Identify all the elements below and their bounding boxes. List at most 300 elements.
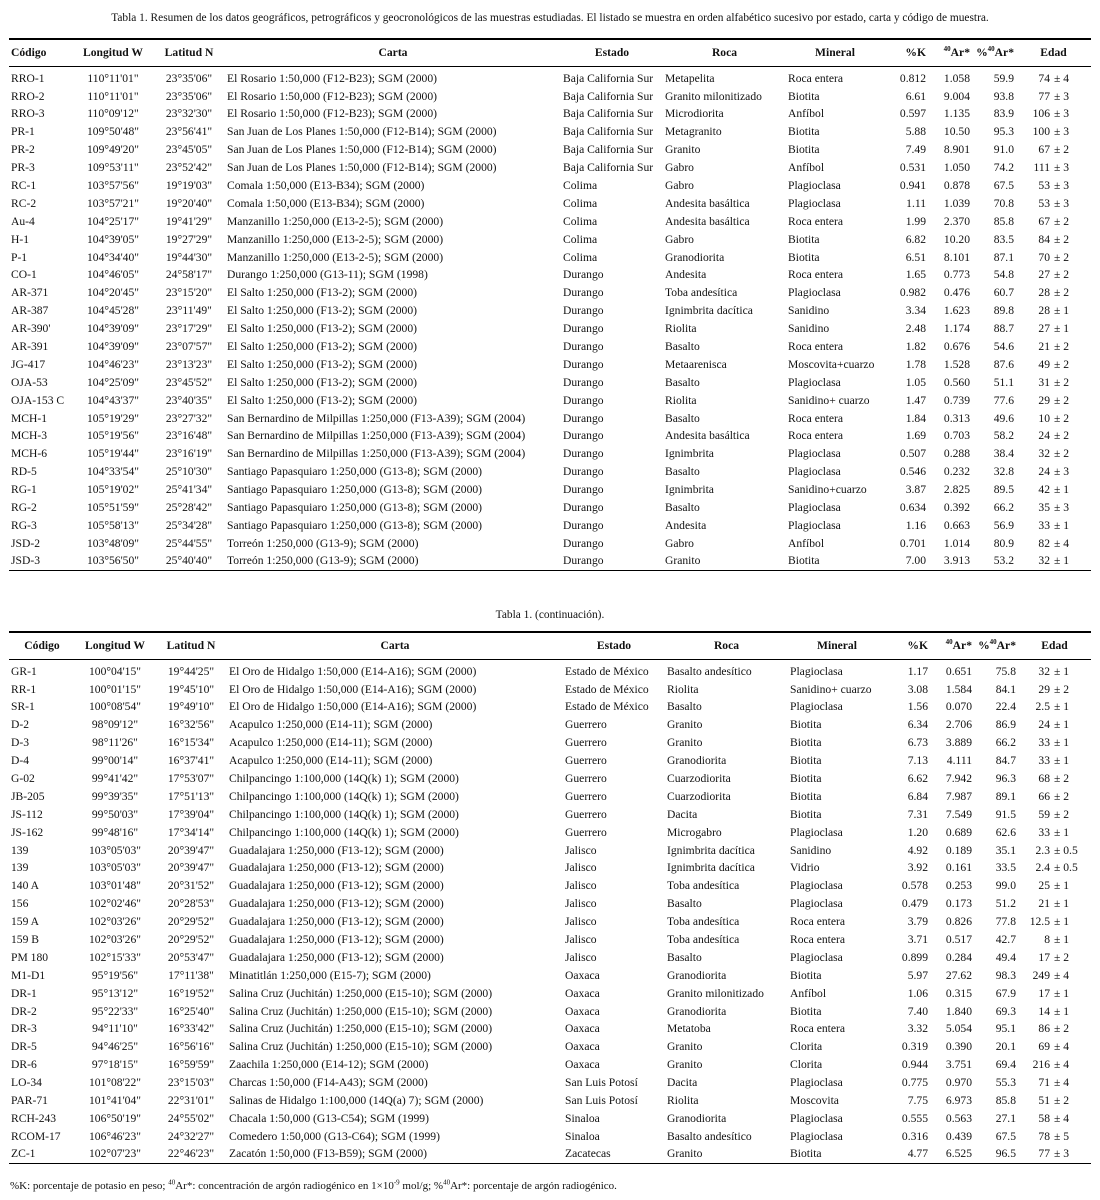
- cell-edad-value: 77: [1018, 1146, 1052, 1164]
- cell-longitud: 104°33'54": [86, 465, 140, 479]
- cell-mineral: Plagioclasa: [790, 950, 843, 964]
- cell-edad-value: 32: [1038, 447, 1050, 461]
- cell-ar: 2.825: [943, 483, 970, 497]
- cell-latitud: 16°33'42": [167, 1022, 215, 1036]
- table-row: [9, 788, 1091, 806]
- cell-estado: Durango: [563, 322, 604, 336]
- cell-codigo: 140 A: [11, 879, 40, 893]
- cell-edad-value: 82: [1038, 536, 1050, 550]
- cell-carta: Guadalajara 1:250,000 (F13-12); SGM (2000): [229, 861, 444, 875]
- cell-edad-error: ± 4: [1054, 1040, 1070, 1054]
- cell-latitud: 19°49'10": [167, 700, 215, 714]
- cell-par: 85.8: [995, 1094, 1016, 1108]
- cell-longitud: 103°56'50": [73, 553, 153, 571]
- header-codigo: Código: [9, 39, 73, 66]
- cell-ar: 7.987: [945, 789, 972, 803]
- cell-edad-value: 10: [1038, 411, 1050, 425]
- cell-roca: Ignimbrita: [665, 447, 714, 461]
- cell-edad-error: ± 4: [1054, 1058, 1070, 1072]
- cell-edad-error: ± 3: [1054, 501, 1070, 515]
- cell-edad-value: 249: [1032, 968, 1050, 982]
- cell-codigo: PAR-71: [11, 1094, 48, 1108]
- table-row: [9, 427, 1091, 445]
- cell-carta: Charcas 1:50,000 (F14-A43); SGM (2000): [229, 1076, 428, 1090]
- cell-longitud: 104°25'17": [86, 214, 140, 228]
- cell-longitud: 100°01'15": [88, 682, 142, 696]
- cell-carta: Chilpancingo 1:100,000 (14Q(k) 1); SGM (2000): [229, 825, 459, 839]
- cell-codigo: D-4: [11, 754, 30, 768]
- cell-par: 88.7: [993, 322, 1014, 336]
- header-longitud: Longitud W: [73, 39, 153, 66]
- cell-estado: Oaxaca: [565, 986, 600, 1000]
- cell-edad-error: ± 3: [1054, 125, 1070, 139]
- cell-carta: El Salto 1:250,000 (F13-2); SGM (2000): [227, 393, 418, 407]
- cell-ar: 0.970: [945, 1076, 972, 1090]
- table-row: [9, 1038, 1091, 1056]
- cell-edad-error: ± 1: [1054, 718, 1070, 732]
- cell-edad-value: 106: [1032, 107, 1050, 121]
- cell-edad-value: 58: [1038, 1111, 1050, 1125]
- cell-carta: El Salto 1:250,000 (F13-2); SGM (2000): [227, 357, 418, 371]
- cell-carta: El Oro de Hidalgo 1:50,000 (E14-A16); SGM (2000): [229, 682, 477, 696]
- table-row: [9, 806, 1091, 824]
- table-row: [9, 1128, 1091, 1146]
- cell-par: 93.8: [993, 89, 1014, 103]
- cell-mineral: Biotita: [788, 125, 820, 139]
- cell-longitud: 104°46'05": [86, 268, 140, 282]
- cell-codigo: RRO-3: [11, 107, 45, 121]
- cell-latitud: 23°16'48": [165, 429, 213, 443]
- cell-k: 0.316: [901, 1129, 928, 1143]
- cell-ar: 3.913: [928, 553, 972, 571]
- cell-par: 91.0: [993, 143, 1014, 157]
- cell-edad-value: 84: [1038, 232, 1050, 246]
- cell-ar: 0.563: [945, 1111, 972, 1125]
- cell-latitud: 20°29'52": [167, 933, 215, 946]
- cell-codigo: 139: [11, 861, 29, 875]
- cell-par: 95.1: [995, 1022, 1016, 1036]
- cell-k: 0.546: [899, 465, 926, 479]
- cell-estado: Jalisco: [565, 879, 597, 893]
- cell-latitud: 23°07'57": [165, 340, 213, 353]
- cell-longitud: 102°07'23": [75, 1146, 155, 1164]
- cell-ar: 0.173: [945, 897, 972, 911]
- cell-k: 1.69: [905, 429, 926, 443]
- cell-mineral: Sanidino+ cuarzo: [788, 393, 870, 407]
- cell-roca: Granito: [665, 1146, 788, 1164]
- cell-roca: Toba andesítica: [667, 915, 740, 929]
- cell-k: 0.597: [899, 107, 926, 121]
- table-row: [9, 302, 1091, 320]
- table2-body: [9, 659, 1091, 1163]
- cell-ar: 0.439: [945, 1129, 972, 1143]
- table-row: [9, 680, 1091, 698]
- header-roca: Roca: [665, 632, 788, 659]
- cell-latitud: 20°39'47": [167, 843, 215, 857]
- table-row: [9, 105, 1091, 123]
- header-par: %$^{40}$Ar*: [974, 632, 1018, 659]
- cell-edad-error: ± 2: [1054, 375, 1070, 389]
- cell-carta: El Salto 1:250,000 (F13-2); SGM (2000): [227, 322, 418, 336]
- cell-longitud: 102°02'46": [88, 897, 142, 911]
- cell-edad-value: 86: [1038, 1022, 1050, 1036]
- cell-par: 89.5: [993, 483, 1014, 497]
- cell-latitud: 23°17'29": [165, 322, 213, 336]
- cell-edad-value: 32: [1038, 664, 1050, 678]
- table-row: [9, 87, 1091, 105]
- cell-edad-value: 2.4: [1035, 861, 1050, 875]
- cell-codigo: JSD-2: [11, 536, 40, 550]
- cell-longitud: 98°09'12": [91, 718, 139, 732]
- cell-estado: Colima: [563, 196, 598, 210]
- cell-par: 60.7: [993, 286, 1014, 300]
- cell-longitud: 103°48'09": [86, 536, 140, 550]
- cell-edad-value: 32: [1016, 553, 1052, 571]
- cell-longitud: 98°11'26": [92, 736, 138, 750]
- cell-mineral: Clorita: [790, 1058, 823, 1072]
- cell-k: 6.61: [905, 89, 926, 103]
- cell-k: 1.78: [905, 357, 926, 371]
- table-row: [9, 248, 1091, 266]
- cell-edad-value: 111: [1033, 161, 1050, 175]
- cell-codigo: DR-1: [11, 986, 37, 1000]
- table-row: [9, 553, 1091, 571]
- cell-longitud: 94°11'10": [92, 1022, 138, 1036]
- cell-longitud: 104°43'37": [86, 393, 140, 407]
- table1-body: [9, 66, 1091, 570]
- header-carta: Carta: [227, 632, 563, 659]
- cell-carta: Comala 1:50,000 (E13-B34); SGM (2000): [227, 178, 425, 192]
- cell-ar: 0.560: [943, 375, 970, 389]
- cell-mineral: Anfíbol: [790, 986, 827, 1000]
- cell-longitud: 110°11'01": [87, 71, 139, 85]
- cell-k: 3.79: [907, 915, 928, 929]
- table-row: [9, 734, 1091, 752]
- table-row: [9, 716, 1091, 734]
- cell-mineral: Anfíbol: [788, 107, 825, 121]
- cell-mineral: Roca entera: [790, 933, 846, 946]
- table-row: [9, 1146, 1091, 1164]
- cell-edad-error: ± 2: [1054, 950, 1070, 964]
- cell-edad-error: ± 2: [1054, 771, 1070, 785]
- cell-par: 70.8: [993, 196, 1014, 210]
- cell-mineral: Roca entera: [788, 214, 844, 228]
- cell-roca: Riolita: [665, 322, 697, 336]
- footnote: %K: porcentaje de potasio en peso; $^{40}$Ar*: concentración de argón radiogénico en $1\times 10^{-9}$ mol/g; %$^{40}$Ar*: porcentaje de argón radiogénico.: [10, 1178, 617, 1192]
- cell-codigo: RCH-243: [11, 1111, 57, 1125]
- cell-edad-error: ± 2: [1054, 411, 1070, 425]
- header-latitud: Latitud N: [155, 632, 227, 659]
- cell-estado: Estado de México: [565, 682, 649, 696]
- cell-roca: Granito: [667, 718, 703, 732]
- cell-codigo: PR-2: [11, 143, 35, 157]
- cell-edad-error: ± 2: [1054, 429, 1070, 443]
- cell-codigo: DR-2: [11, 1004, 37, 1018]
- cell-mineral: Biotita: [790, 1004, 822, 1018]
- cell-k: 6.34: [907, 718, 928, 732]
- cell-longitud: 97°18'15": [91, 1058, 139, 1072]
- cell-mineral: Biotita: [788, 89, 820, 103]
- cell-k: 3.71: [907, 933, 928, 946]
- cell-latitud: 23°40'35": [165, 393, 213, 407]
- cell-k: 1.56: [907, 700, 928, 714]
- cell-ar: 0.739: [943, 393, 970, 407]
- cell-par: 80.9: [993, 536, 1014, 550]
- cell-roca: Andesita: [665, 518, 707, 532]
- cell-estado: Guerrero: [565, 754, 607, 768]
- cell-k: 6.62: [907, 771, 928, 785]
- cell-codigo: DR-5: [11, 1040, 37, 1054]
- header-codigo: Código: [9, 632, 75, 659]
- cell-latitud: 20°28'53": [167, 897, 215, 911]
- table-row: [9, 967, 1091, 985]
- cell-latitud: 16°19'52": [167, 986, 215, 1000]
- cell-mineral: Biotita: [788, 250, 820, 264]
- table-row: [9, 463, 1091, 481]
- cell-ar: 1.584: [945, 682, 972, 696]
- cell-ar: 8.101: [943, 250, 970, 264]
- cell-codigo: LO-34: [11, 1076, 42, 1090]
- cell-k: 0.319: [901, 1040, 928, 1054]
- cell-longitud: 99°41'42": [91, 771, 139, 785]
- table-row: [9, 1002, 1091, 1020]
- cell-codigo: PM 180: [11, 950, 49, 964]
- cell-carta: Manzanillo 1:250,000 (E13-2-5); SGM (2000): [227, 250, 444, 264]
- cell-roca: Andesita basáltica: [665, 196, 750, 210]
- cell-roca: Granito milonitizado: [667, 986, 764, 1000]
- cell-estado: Baja California Sur: [563, 71, 654, 85]
- cell-mineral: Biotita: [790, 754, 822, 768]
- cell-codigo: G-02: [11, 771, 35, 785]
- cell-latitud: 19°45'10": [167, 682, 215, 696]
- cell-ar: 0.689: [945, 825, 972, 839]
- cell-edad-value: 53: [1038, 178, 1050, 192]
- cell-estado: Guerrero: [565, 825, 607, 839]
- table2-caption: Tabla 1. (continuación).: [495, 609, 605, 621]
- cell-codigo: RCOM-17: [11, 1129, 61, 1143]
- cell-latitud: 23°16'19": [165, 447, 213, 461]
- cell-edad-error: ± 4: [1054, 1111, 1070, 1125]
- cell-mineral: Biotita: [790, 807, 822, 821]
- cell-edad-value: 67: [1038, 143, 1050, 157]
- cell-roca: Granodiorita: [667, 1111, 727, 1125]
- cell-par: 85.8: [993, 214, 1014, 228]
- cell-edad-value: 27: [1038, 268, 1050, 282]
- cell-roca: Toba andesítica: [667, 933, 740, 946]
- header-latitud: Latitud N: [153, 39, 225, 66]
- cell-ar: 2.706: [945, 718, 972, 732]
- cell-edad-error: ± 1: [1054, 664, 1070, 678]
- cell-roca: Cuarzodiorita: [667, 789, 731, 803]
- cell-mineral: Plagioclasa: [788, 501, 841, 515]
- cell-roca: Riolita: [665, 393, 697, 407]
- cell-par: 77.6: [993, 393, 1014, 407]
- cell-k: 3.34: [905, 304, 926, 318]
- cell-edad-value: 21: [1038, 340, 1050, 353]
- cell-latitud: 16°25'40": [167, 1004, 215, 1018]
- cell-ar: 4.111: [946, 754, 972, 768]
- cell-codigo: GR-1: [11, 664, 37, 678]
- cell-latitud: 23°45'52": [165, 375, 213, 389]
- cell-latitud: 16°15'34": [167, 736, 215, 750]
- cell-par: 98.3: [995, 968, 1016, 982]
- cell-par: 67.5: [993, 178, 1014, 192]
- cell-estado: Durango: [563, 518, 604, 532]
- cell-edad-error: ± 3: [1054, 465, 1070, 479]
- cell-edad-error: ± 2: [1054, 1094, 1070, 1108]
- cell-codigo: RG-3: [11, 518, 37, 532]
- cell-latitud: 16°37'41": [167, 754, 215, 768]
- table-row: [9, 195, 1091, 213]
- cell-longitud: 103°57'56": [86, 178, 140, 192]
- cell-par: 53.2: [972, 553, 1016, 571]
- cell-roca: Granito: [663, 553, 786, 571]
- cell-k: 0.634: [899, 501, 926, 515]
- cell-latitud: 20°53'47": [167, 950, 215, 964]
- cell-latitud: 20°39'47": [167, 861, 215, 875]
- cell-mineral: Plagioclasa: [790, 1129, 843, 1143]
- cell-edad-value: 28: [1038, 286, 1050, 300]
- cell-longitud: 109°49'20": [86, 143, 140, 157]
- cell-edad-value: 59: [1038, 807, 1050, 821]
- cell-ar: 27.62: [945, 968, 972, 982]
- cell-ar: 0.651: [945, 664, 972, 678]
- cell-k: 7.00: [884, 553, 928, 571]
- cell-par: 42.7: [995, 933, 1016, 946]
- cell-par: 96.3: [995, 771, 1016, 785]
- cell-estado: Jalisco: [565, 950, 597, 964]
- cell-par: 87.6: [993, 357, 1014, 371]
- cell-mineral: Plagioclasa: [788, 286, 841, 300]
- cell-edad-value: 74: [1038, 71, 1050, 85]
- cell-carta: El Salto 1:250,000 (F13-2); SGM (2000): [227, 375, 418, 389]
- table-row: [9, 859, 1091, 877]
- cell-estado: Sinaloa: [565, 1129, 600, 1143]
- cell-codigo: 156: [11, 897, 29, 911]
- cell-longitud: 95°13'12": [91, 986, 139, 1000]
- cell-longitud: 105°58'13": [86, 518, 140, 532]
- cell-roca: Basalto: [665, 375, 700, 389]
- cell-edad-value: 2.5: [1035, 700, 1050, 714]
- cell-edad-value: 33: [1038, 736, 1050, 750]
- header-mineral: Mineral: [786, 39, 884, 66]
- header-k: %K: [884, 39, 928, 66]
- cell-longitud: 95°19'56": [91, 968, 139, 982]
- cell-par: 66.2: [993, 501, 1014, 515]
- cell-codigo: ZC-1: [9, 1146, 75, 1164]
- cell-roca: Dacita: [667, 1076, 698, 1090]
- cell-edad-value: 33: [1038, 518, 1050, 532]
- cell-latitud: 19°44'30": [165, 250, 213, 264]
- cell-codigo: RD-5: [11, 465, 37, 479]
- cell-edad-error: ± 2: [1054, 143, 1070, 157]
- table-row: [9, 663, 1091, 681]
- cell-estado: Guerrero: [565, 771, 607, 785]
- cell-estado: Durango: [563, 429, 604, 443]
- cell-longitud: 103°05'03": [88, 843, 142, 857]
- cell-estado: Estado de México: [565, 700, 649, 714]
- cell-par: 27.1: [995, 1111, 1016, 1125]
- cell-par: 91.5: [995, 807, 1016, 821]
- cell-estado: Baja California Sur: [563, 89, 654, 103]
- cell-latitud: 20°31'52": [167, 879, 215, 893]
- cell-carta: Salina Cruz (Juchitán) 1:250,000 (E15-10); SGM (2000): [229, 1040, 493, 1054]
- cell-mineral: Sanidino+cuarzo: [788, 483, 867, 497]
- table-row: [9, 824, 1091, 842]
- cell-par: 32.8: [993, 465, 1014, 479]
- cell-mineral: Biotita: [790, 789, 822, 803]
- cell-edad-value: 78: [1038, 1129, 1050, 1143]
- cell-par: 74.2: [993, 161, 1014, 175]
- cell-par: 89.8: [993, 304, 1014, 318]
- cell-edad-error: ± 2: [1054, 807, 1070, 821]
- cell-estado: Oaxaca: [565, 1022, 600, 1036]
- cell-edad-value: 33: [1038, 825, 1050, 839]
- cell-ar: 1.528: [943, 357, 970, 371]
- cell-par: 62.6: [995, 825, 1016, 839]
- cell-carta: Santiago Papasquiaro 1:250,000 (G13-8); SGM (2000): [227, 518, 483, 532]
- cell-k: 1.99: [905, 214, 926, 228]
- cell-roca: Granodiorita: [667, 754, 727, 768]
- cell-ar: 0.189: [945, 843, 972, 857]
- cell-edad-error: ± 1: [1054, 736, 1070, 750]
- cell-edad-value: 66: [1038, 789, 1050, 803]
- cell-mineral: Sanidino: [790, 843, 832, 857]
- cell-carta: San Juan de Los Planes 1:50,000 (F12-B14); SGM (2000): [227, 161, 497, 175]
- cell-k: 1.05: [905, 375, 926, 389]
- cell-carta: Guadalajara 1:250,000 (F13-12); SGM (2000): [229, 897, 444, 911]
- cell-par: 89.1: [995, 789, 1016, 803]
- cell-mineral: Anfíbol: [788, 536, 825, 550]
- table-row: [9, 913, 1091, 931]
- cell-estado: Durango: [561, 553, 663, 571]
- cell-mineral: Roca entera: [788, 429, 844, 443]
- cell-estado: Durango: [563, 501, 604, 515]
- cell-estado: Durango: [563, 340, 604, 353]
- cell-estado: Colima: [563, 250, 598, 264]
- cell-roca: Basalto: [667, 897, 702, 911]
- cell-mineral: Roca entera: [788, 411, 844, 425]
- cell-par: 38.4: [993, 447, 1014, 461]
- cell-ar: 0.476: [943, 286, 970, 300]
- table-row: [9, 409, 1091, 427]
- cell-roca: Toba andesítica: [665, 286, 738, 300]
- cell-ar: 1.039: [943, 196, 970, 210]
- cell-estado: Durango: [563, 304, 604, 318]
- cell-mineral: Plagioclasa: [790, 897, 843, 911]
- cell-par: 87.1: [993, 250, 1014, 264]
- cell-codigo: SR-1: [11, 700, 35, 714]
- cell-ar: 10.20: [943, 232, 970, 246]
- table-row: [9, 877, 1091, 895]
- cell-par: 20.1: [995, 1040, 1016, 1054]
- cell-mineral: Plagioclasa: [788, 465, 841, 479]
- cell-carta: Chilpancingo 1:100,000 (14Q(k) 1); SGM (2000): [229, 807, 459, 821]
- cell-mineral: Plagioclasa: [790, 1111, 843, 1125]
- header-estado: Estado: [563, 632, 665, 659]
- cell-longitud: 105°19'56": [86, 429, 140, 443]
- cell-latitud: 23°27'32": [165, 411, 213, 425]
- cell-mineral: Roca entera: [790, 915, 846, 929]
- cell-ar: 10.50: [943, 125, 970, 139]
- cell-longitud: 94°46'25": [91, 1040, 139, 1054]
- cell-longitud: 104°25'09": [86, 375, 140, 389]
- cell-longitud: 109°50'48": [86, 125, 140, 139]
- cell-edad-error: ± 3: [1054, 161, 1070, 175]
- cell-k: 5.97: [907, 968, 928, 982]
- cell-estado: Durango: [563, 447, 604, 461]
- table-row: [9, 123, 1091, 141]
